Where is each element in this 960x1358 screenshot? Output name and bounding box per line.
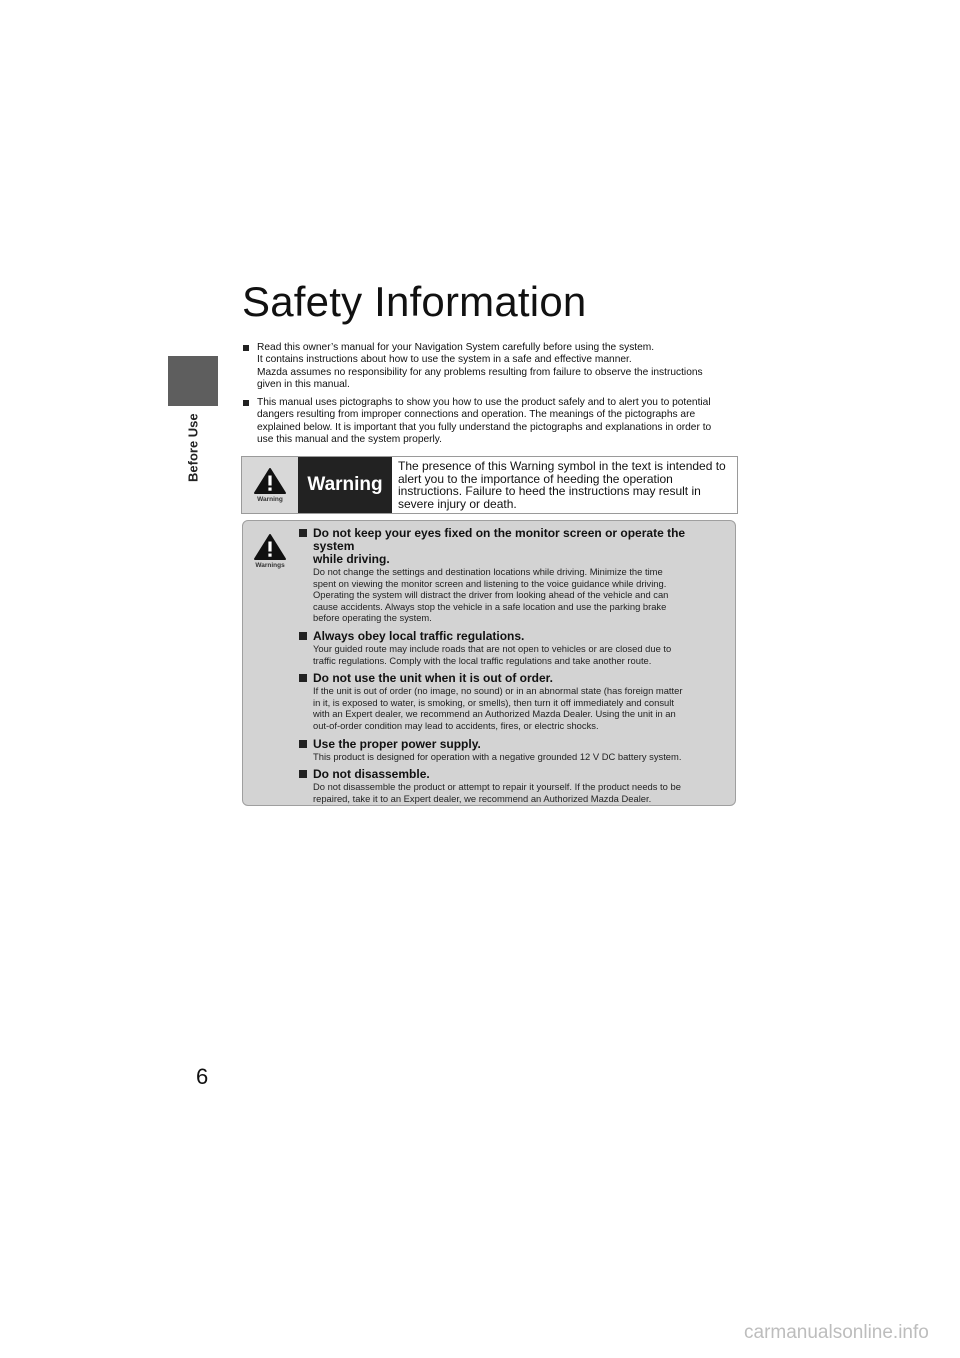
warning-icon-label: Warning — [257, 496, 283, 503]
heading-line: Do not keep your eyes fixed on the monitor screen or operate the system — [313, 526, 686, 553]
warning-icon-cell — [242, 457, 298, 513]
intro-line: use this manual and the system properly. — [257, 434, 442, 446]
section-label: Before Use — [185, 413, 201, 482]
square-bullet-icon — [299, 770, 307, 778]
body-line: cause accidents. Always stop the vehicle in a safe location and use the parking brake — [313, 600, 667, 612]
heading-line: Do not disassemble. — [313, 767, 430, 782]
intro-line: Read this owner’s manual for your Navigation System carefully before using the system. — [257, 342, 655, 353]
warning-triangle-icon — [253, 533, 287, 561]
intro-paragraph — [242, 397, 737, 446]
body-line: in it, is exposed to water, is smoking, or smells), then turn it off immediately and consult — [313, 696, 674, 708]
heading-line: Do not use the unit when it is out of order. — [313, 671, 553, 686]
intro-section — [242, 342, 737, 452]
body-line: Do not disassemble the product or attempt to repair it yourself. If the product needs to be — [313, 781, 681, 793]
warning-item-heading — [299, 768, 729, 781]
body-line: repaired, take it to an Expert dealer, we recommend an Authorized Mazda Dealer. — [313, 792, 652, 804]
warning-line: The presence of this Warning symbol in the text is intended to — [398, 459, 726, 473]
body-line: Do not change the settings and destination locations while driving. Minimize the time — [313, 566, 663, 577]
warnings-icon-label: Warnings — [255, 562, 285, 569]
square-bullet-icon — [243, 400, 249, 406]
warning-line: severe injury or death. — [398, 496, 517, 511]
warning-item-body — [299, 566, 729, 624]
page-number: 6 — [196, 1064, 209, 1089]
intro-line: Mazda assumes no responsibility for any problems resulting from failure to observe the instructions — [257, 366, 703, 378]
heading-line: Use the proper power supply. — [313, 736, 481, 751]
intro-line: It contains instructions about how to use the system in a safe and effective manner. — [257, 354, 632, 366]
body-line: Your guided route may include roads that are not open to vehicles or are closed due to — [313, 642, 672, 654]
body-line: spent on viewing the monitor screen and listening to the voice guidance while driving. — [313, 577, 667, 589]
warning-item-heading — [299, 527, 729, 566]
warning-item-heading — [299, 630, 729, 643]
warning-item-body — [299, 751, 729, 763]
warnings-box — [242, 520, 736, 806]
square-bullet-icon — [299, 674, 307, 682]
warning-item — [299, 672, 729, 731]
watermark: carmanualsonline.info — [744, 1322, 929, 1343]
body-line: traffic regulations. Comply with the local traffic regulations and take another route. — [313, 654, 652, 666]
intro-line: given in this manual. — [257, 378, 350, 390]
warnings-icon-group — [251, 533, 289, 569]
square-bullet-icon — [299, 529, 307, 537]
warning-item-heading — [299, 672, 729, 685]
square-bullet-icon — [243, 345, 249, 351]
warning-description — [392, 457, 737, 513]
body-line: before operating the system. — [313, 612, 432, 624]
body-line: This product is designed for operation with a negative grounded 12 V DC battery system. — [313, 750, 682, 762]
heading-line: Always obey local traffic regulations. — [313, 628, 525, 643]
warning-item-body — [299, 781, 729, 804]
square-bullet-icon — [299, 740, 307, 748]
warning-triangle-icon — [253, 467, 287, 495]
warnings-list — [299, 527, 729, 810]
intro-paragraph — [242, 342, 737, 391]
warning-line: instructions. Failure to heed the instructions may result in — [398, 484, 701, 499]
warning-item-body — [299, 685, 729, 731]
warning-legend-box — [241, 456, 738, 514]
body-line: out-of-order condition may lead to accidents, fires, or electric shocks. — [313, 719, 599, 731]
warning-item — [299, 630, 729, 666]
heading-line: while driving. — [313, 552, 390, 566]
intro-line: explained below. It is important that you fully understand the pictographs and explanations in order to — [257, 421, 712, 433]
body-line: Operating the system will distract the driver from looking ahead of the vehicle and can — [313, 589, 669, 601]
warning-item — [299, 738, 729, 763]
intro-line: dangers resulting from improper connections and operation. The meanings of the pictographs are — [257, 409, 696, 421]
warning-item-body — [299, 643, 729, 666]
warning-line: alert you to the importance of heeding the operation — [398, 471, 673, 486]
warning-item-heading — [299, 738, 729, 751]
square-bullet-icon — [299, 632, 307, 640]
warning-item — [299, 527, 729, 624]
section-tab — [168, 356, 218, 406]
body-line: If the unit is out of order (no image, no sound) or in an abnormal state (has foreign matter — [313, 685, 683, 697]
body-line: with an Expert dealer, we recommend an Authorized Mazda Dealer. Using the unit in an — [313, 708, 676, 720]
warning-label: Warning — [298, 457, 392, 513]
intro-line: This manual uses pictographs to show you how to use the product safely and to alert you to potential — [257, 397, 711, 409]
page-title: Safety Information — [242, 278, 587, 325]
warning-item — [299, 768, 729, 804]
